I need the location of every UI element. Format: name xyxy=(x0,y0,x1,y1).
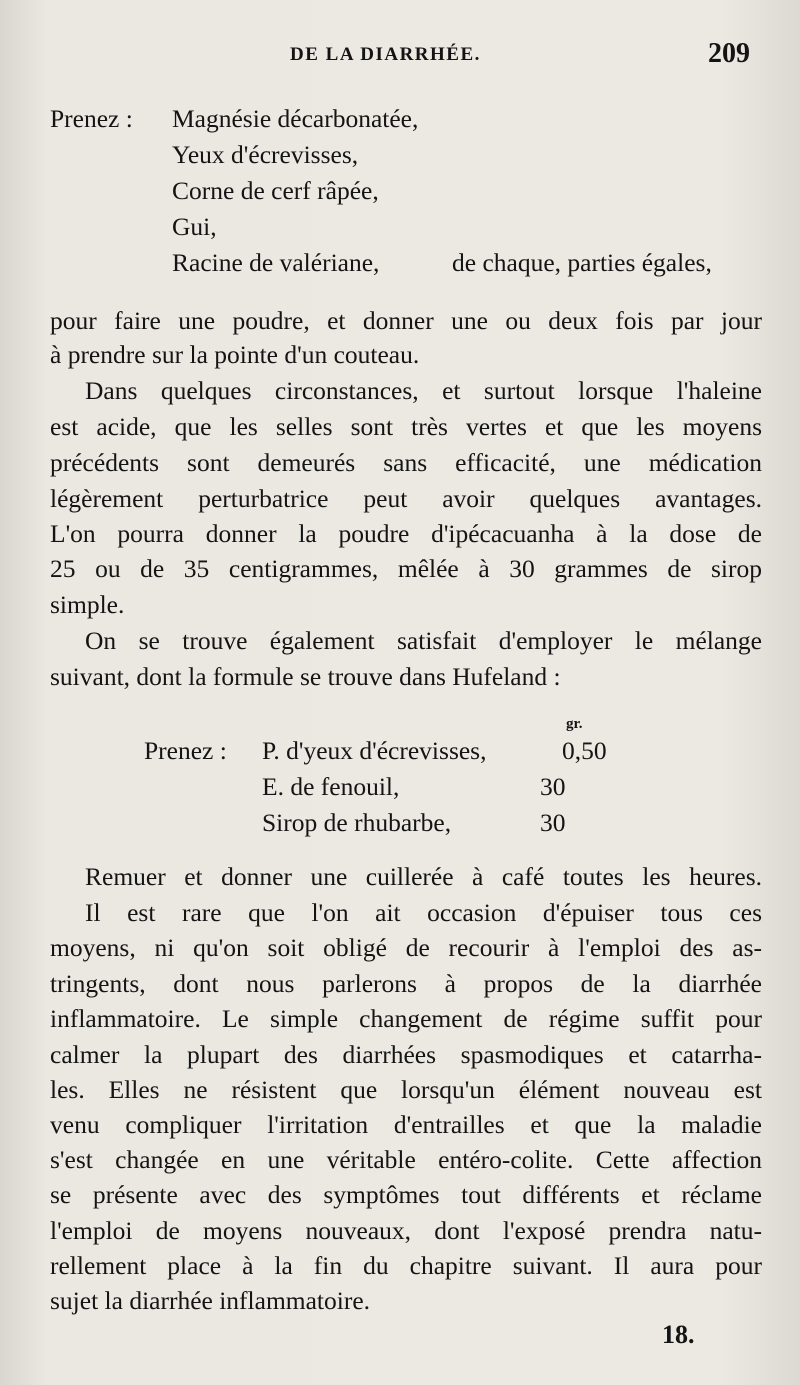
text-line: 25 ou de 35 centigrammes, mêlée à 30 grammes de sirop xyxy=(50,554,762,583)
recipe-ingredient: Magnésie décarbonatée, xyxy=(172,104,419,133)
running-header: DE LA DIARRHÉE. xyxy=(290,44,481,65)
recipe-prenez-label: Prenez : xyxy=(50,104,133,133)
recipe-qty: 30 xyxy=(540,808,566,837)
text-line: Remuer et donner une cuillerée à café toutes les heures. xyxy=(85,862,762,891)
recipe-item: Sirop de rhubarbe, xyxy=(262,808,452,837)
recipe-ingredient: Racine de valériane, xyxy=(172,248,380,277)
recipe-qty: 0,50 xyxy=(562,736,607,765)
text-line: sujet la diarrhée inflammatoire. xyxy=(50,1286,371,1315)
text-line: l'emploi de moyens nouveaux, dont l'exposé prendra natu- xyxy=(50,1216,762,1245)
text-line: légèrement perturbatrice peut avoir quelques avantages. xyxy=(50,484,762,513)
signature-mark: 18. xyxy=(662,1320,695,1349)
recipe-ingredient: Corne de cerf râpée, xyxy=(172,176,379,205)
text-line: se présente avec des symptômes tout différents et réclame xyxy=(50,1180,762,1209)
recipe-ingredient: Yeux d'écrevisses, xyxy=(172,140,359,169)
text-line: rellement place à la fin du chapitre suivant. Il aura pour xyxy=(50,1251,762,1280)
text-line: est acide, que les selles sont très vertes et que les moyens xyxy=(50,412,762,441)
text-line: à prendre sur la pointe d'un couteau. xyxy=(50,340,420,369)
text-line: On se trouve également satisfait d'employer le mélange xyxy=(85,626,762,655)
recipe-ingredient: Gui, xyxy=(172,212,217,241)
page-number: 209 xyxy=(708,38,750,69)
unit-label: gr. xyxy=(566,716,583,732)
text-line: inflammatoire. Le simple changement de régime suffit pour xyxy=(50,1004,762,1033)
recipe-quantity: de chaque, parties égales, xyxy=(452,248,712,277)
text-line: suivant, dont la formule se trouve dans Hufeland : xyxy=(50,662,561,691)
text-line: Dans quelques circonstances, et surtout lorsque l'haleine xyxy=(85,376,762,405)
text-line: moyens, ni qu'on soit obligé de recourir à l'emploi des as- xyxy=(50,933,762,962)
text-line: s'est changée en une véritable entéro-colite. Cette affection xyxy=(50,1145,762,1174)
text-line: calmer la plupart des diarrhées spasmodiques et catarrha- xyxy=(50,1040,762,1069)
text-line: L'on pourra donner la poudre d'ipécacuanha à la dose de xyxy=(50,519,762,548)
recipe-item: P. d'yeux d'écrevisses, xyxy=(262,736,487,765)
text-line: Il est rare que l'on ait occasion d'épuiser tous ces xyxy=(85,898,762,927)
recipe-qty: 30 xyxy=(540,772,566,801)
text-line: venu compliquer l'irritation d'entrailles et que la maladie xyxy=(50,1110,762,1139)
recipe-item: E. de fenouil, xyxy=(262,772,400,801)
text-line: simple. xyxy=(50,590,125,619)
text-line: pour faire une poudre, et donner une ou deux fois par jour xyxy=(50,306,762,335)
text-line: les. Elles ne résistent que lorsqu'un élément nouveau est xyxy=(50,1075,762,1104)
text-line: précédents sont demeurés sans efficacité, une médication xyxy=(50,448,762,477)
text-line: tringents, dont nous parlerons à propos de la diarrhée xyxy=(50,969,762,998)
recipe-prenez-label: Prenez : xyxy=(144,736,227,765)
